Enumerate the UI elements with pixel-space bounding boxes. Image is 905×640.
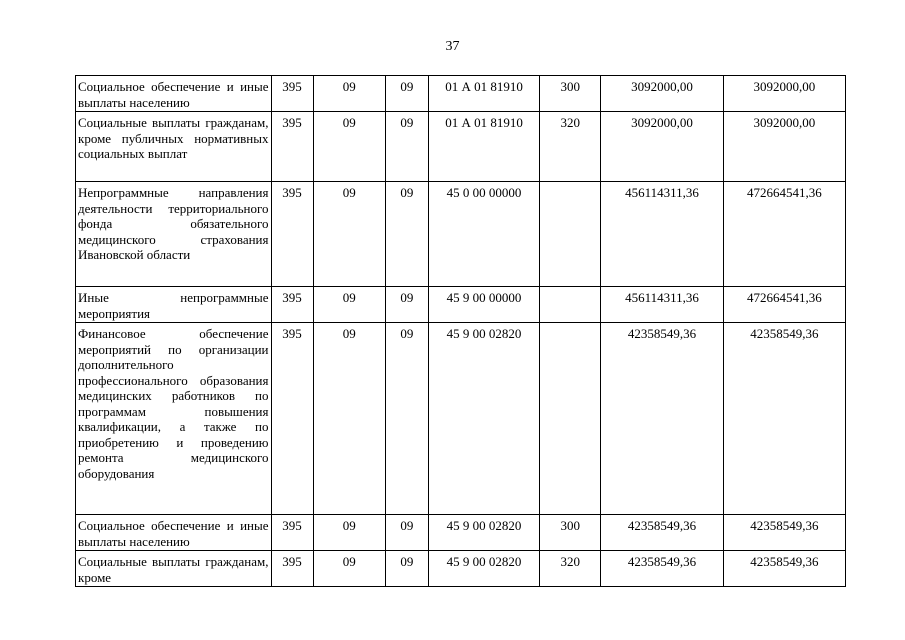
- section-cell: 09: [313, 287, 385, 323]
- target-article-cell: 45 0 00 00000: [428, 182, 539, 287]
- expense-type-cell: [540, 287, 601, 323]
- row-name-cell: Социальные выплаты гражданам, кроме: [76, 551, 272, 587]
- subsection-cell: 09: [385, 182, 428, 287]
- amount-year1-cell: 42358549,36: [601, 551, 723, 587]
- grbs-cell: 395: [271, 182, 313, 287]
- subsection-cell: 09: [385, 287, 428, 323]
- amount-year2-cell: 42358549,36: [723, 323, 845, 515]
- subsection-cell: 09: [385, 323, 428, 515]
- grbs-cell: 395: [271, 76, 313, 112]
- amount-year1-cell: 3092000,00: [601, 76, 723, 112]
- row-name-cell: Непрограммные направления деятельности территориального фонда обязательного медицинского страхования Ивановской области: [76, 182, 272, 287]
- section-cell: 09: [313, 112, 385, 182]
- amount-year2-cell: 3092000,00: [723, 76, 845, 112]
- amount-year2-cell: 472664541,36: [723, 287, 845, 323]
- section-cell: 09: [313, 76, 385, 112]
- table-row: [76, 76, 846, 112]
- table-row: [76, 551, 846, 587]
- subsection-cell: 09: [385, 551, 428, 587]
- amount-year1-cell: 3092000,00: [601, 112, 723, 182]
- grbs-cell: 395: [271, 551, 313, 587]
- target-article-cell: 45 9 00 02820: [428, 551, 539, 587]
- expense-type-cell: [540, 323, 601, 515]
- target-article-cell: 01 А 01 81910: [428, 76, 539, 112]
- table-row: [76, 323, 846, 515]
- section-cell: 09: [313, 323, 385, 515]
- expense-type-cell: 300: [540, 515, 601, 551]
- section-cell: 09: [313, 515, 385, 551]
- amount-year1-cell: 456114311,36: [601, 287, 723, 323]
- target-article-cell: 01 А 01 81910: [428, 112, 539, 182]
- table-row: [76, 182, 846, 287]
- budget-table: [75, 75, 846, 587]
- amount-year2-cell: 3092000,00: [723, 112, 845, 182]
- row-name-cell: Социальные выплаты гражданам, кроме публичных нормативных социальных выплат: [76, 112, 272, 182]
- section-cell: 09: [313, 182, 385, 287]
- amount-year1-cell: 42358549,36: [601, 323, 723, 515]
- section-cell: 09: [313, 551, 385, 587]
- expense-type-cell: 320: [540, 112, 601, 182]
- table-row: [76, 287, 846, 323]
- grbs-cell: 395: [271, 112, 313, 182]
- target-article-cell: 45 9 00 00000: [428, 287, 539, 323]
- page-number: 37: [445, 39, 460, 54]
- table-row: [76, 515, 846, 551]
- budget-table-body: [76, 76, 846, 587]
- expense-type-cell: 320: [540, 551, 601, 587]
- subsection-cell: 09: [385, 76, 428, 112]
- amount-year2-cell: 42358549,36: [723, 515, 845, 551]
- target-article-cell: 45 9 00 02820: [428, 323, 539, 515]
- table-row: [76, 112, 846, 182]
- row-name-cell: Финансовое обеспечение мероприятий по организации дополнительного профессионального образования медицинских работников по программам повышения квалификации, а также по приобретению и проведению ремонта медицинского оборудования: [76, 323, 272, 515]
- row-name-cell: Иные непрограммные мероприятия: [76, 287, 272, 323]
- expense-type-cell: [540, 182, 601, 287]
- grbs-cell: 395: [271, 287, 313, 323]
- target-article-cell: 45 9 00 02820: [428, 515, 539, 551]
- grbs-cell: 395: [271, 515, 313, 551]
- row-name-cell: Социальное обеспечение и иные выплаты населению: [76, 515, 272, 551]
- amount-year2-cell: 472664541,36: [723, 182, 845, 287]
- subsection-cell: 09: [385, 112, 428, 182]
- row-name-cell: Социальное обеспечение и иные выплаты населению: [76, 76, 272, 112]
- subsection-cell: 09: [385, 515, 428, 551]
- expense-type-cell: 300: [540, 76, 601, 112]
- grbs-cell: 395: [271, 323, 313, 515]
- amount-year1-cell: 42358549,36: [601, 515, 723, 551]
- amount-year1-cell: 456114311,36: [601, 182, 723, 287]
- amount-year2-cell: 42358549,36: [723, 551, 845, 587]
